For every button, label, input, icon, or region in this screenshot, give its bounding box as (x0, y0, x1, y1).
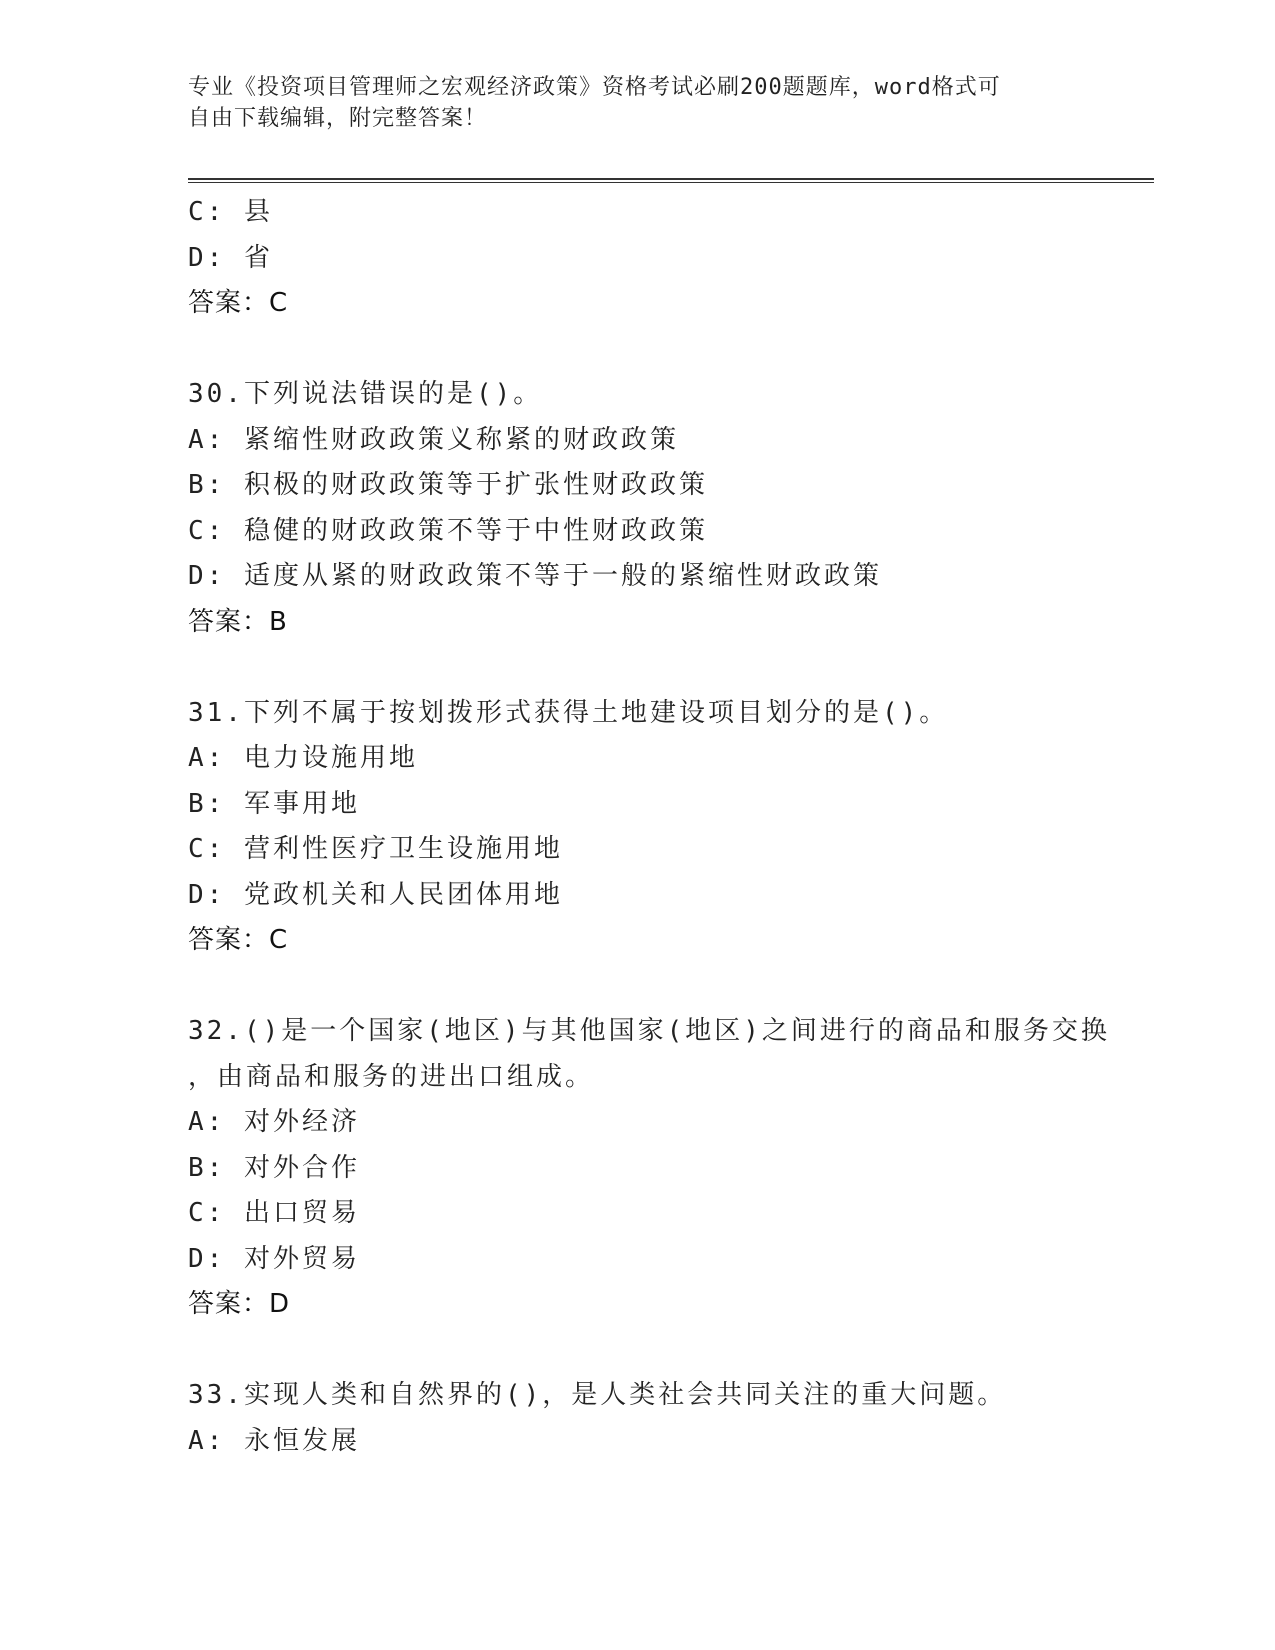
option-a: A: 电力设施用地 (188, 743, 418, 773)
spacer (188, 645, 1088, 691)
option-c: C: 营利性医疗卫生设施用地 (188, 834, 563, 864)
question-text: 33.实现人类和自然界的()，是人类社会共同关注的重大问题。 (188, 1380, 1007, 1410)
question-block-30 (188, 372, 1088, 645)
question-list (188, 190, 1110, 1464)
option-d: D: 党政机关和人民团体用地 (188, 879, 563, 910)
spacer (188, 964, 1088, 1010)
option-d: D: 对外贸易 (188, 1243, 360, 1274)
option-c: C: 稳健的财政政策不等于中性财政政策 (188, 515, 708, 546)
spacer (188, 1328, 1088, 1374)
option-b: B: 对外合作 (188, 1152, 360, 1183)
question-text-line-1: 32.()是一个国家(地区)与其他国家(地区)之间进行的商品和服务交换 (188, 1016, 1110, 1046)
answer-line: 答案：C (188, 288, 289, 318)
answer-line: 答案：C (188, 925, 289, 955)
option-a: A: 对外经济 (188, 1107, 360, 1137)
header-divider-thin (188, 182, 1154, 183)
header-divider-thick (188, 178, 1154, 180)
option-a: A: 紧缩性财政政策义称紧的财政政策 (188, 424, 679, 455)
option-d: D: 适度从紧的财政政策不等于一般的紧缩性财政政策 (188, 561, 882, 591)
option-a: A: 永恒发展 (188, 1425, 360, 1456)
option-b: B: 积极的财政政策等于扩张性财政政策 (188, 470, 708, 500)
header-title-line-2: 自由下载编辑，附完整答案！ (188, 106, 488, 131)
question-block-31 (188, 691, 1088, 964)
question-text: 31.下列不属于按划拨形式获得土地建设项目划分的是()。 (188, 697, 949, 728)
question-text: 30.下列说法错误的是()。 (188, 379, 543, 409)
header-title-line-1: 专业《投资项目管理师之宏观经济政策》资格考试必刷200题题库，word格式可 (188, 75, 1001, 100)
spacer (188, 327, 1088, 373)
question-text-line-2: ，由商品和服务的进出口组成。 (188, 1061, 595, 1092)
answer-line: 答案：B (188, 606, 288, 637)
option-c: C: 县 (188, 197, 273, 227)
question-block-prev (188, 190, 1088, 327)
question-block-32 (188, 1009, 1110, 1328)
document-header (188, 72, 1068, 134)
option-d: D: 省 (188, 242, 273, 273)
option-c: C: 出口贸易 (188, 1198, 360, 1228)
answer-line: 答案：D (188, 1289, 291, 1319)
question-block-33 (188, 1373, 1088, 1464)
option-b: B: 军事用地 (188, 788, 360, 819)
